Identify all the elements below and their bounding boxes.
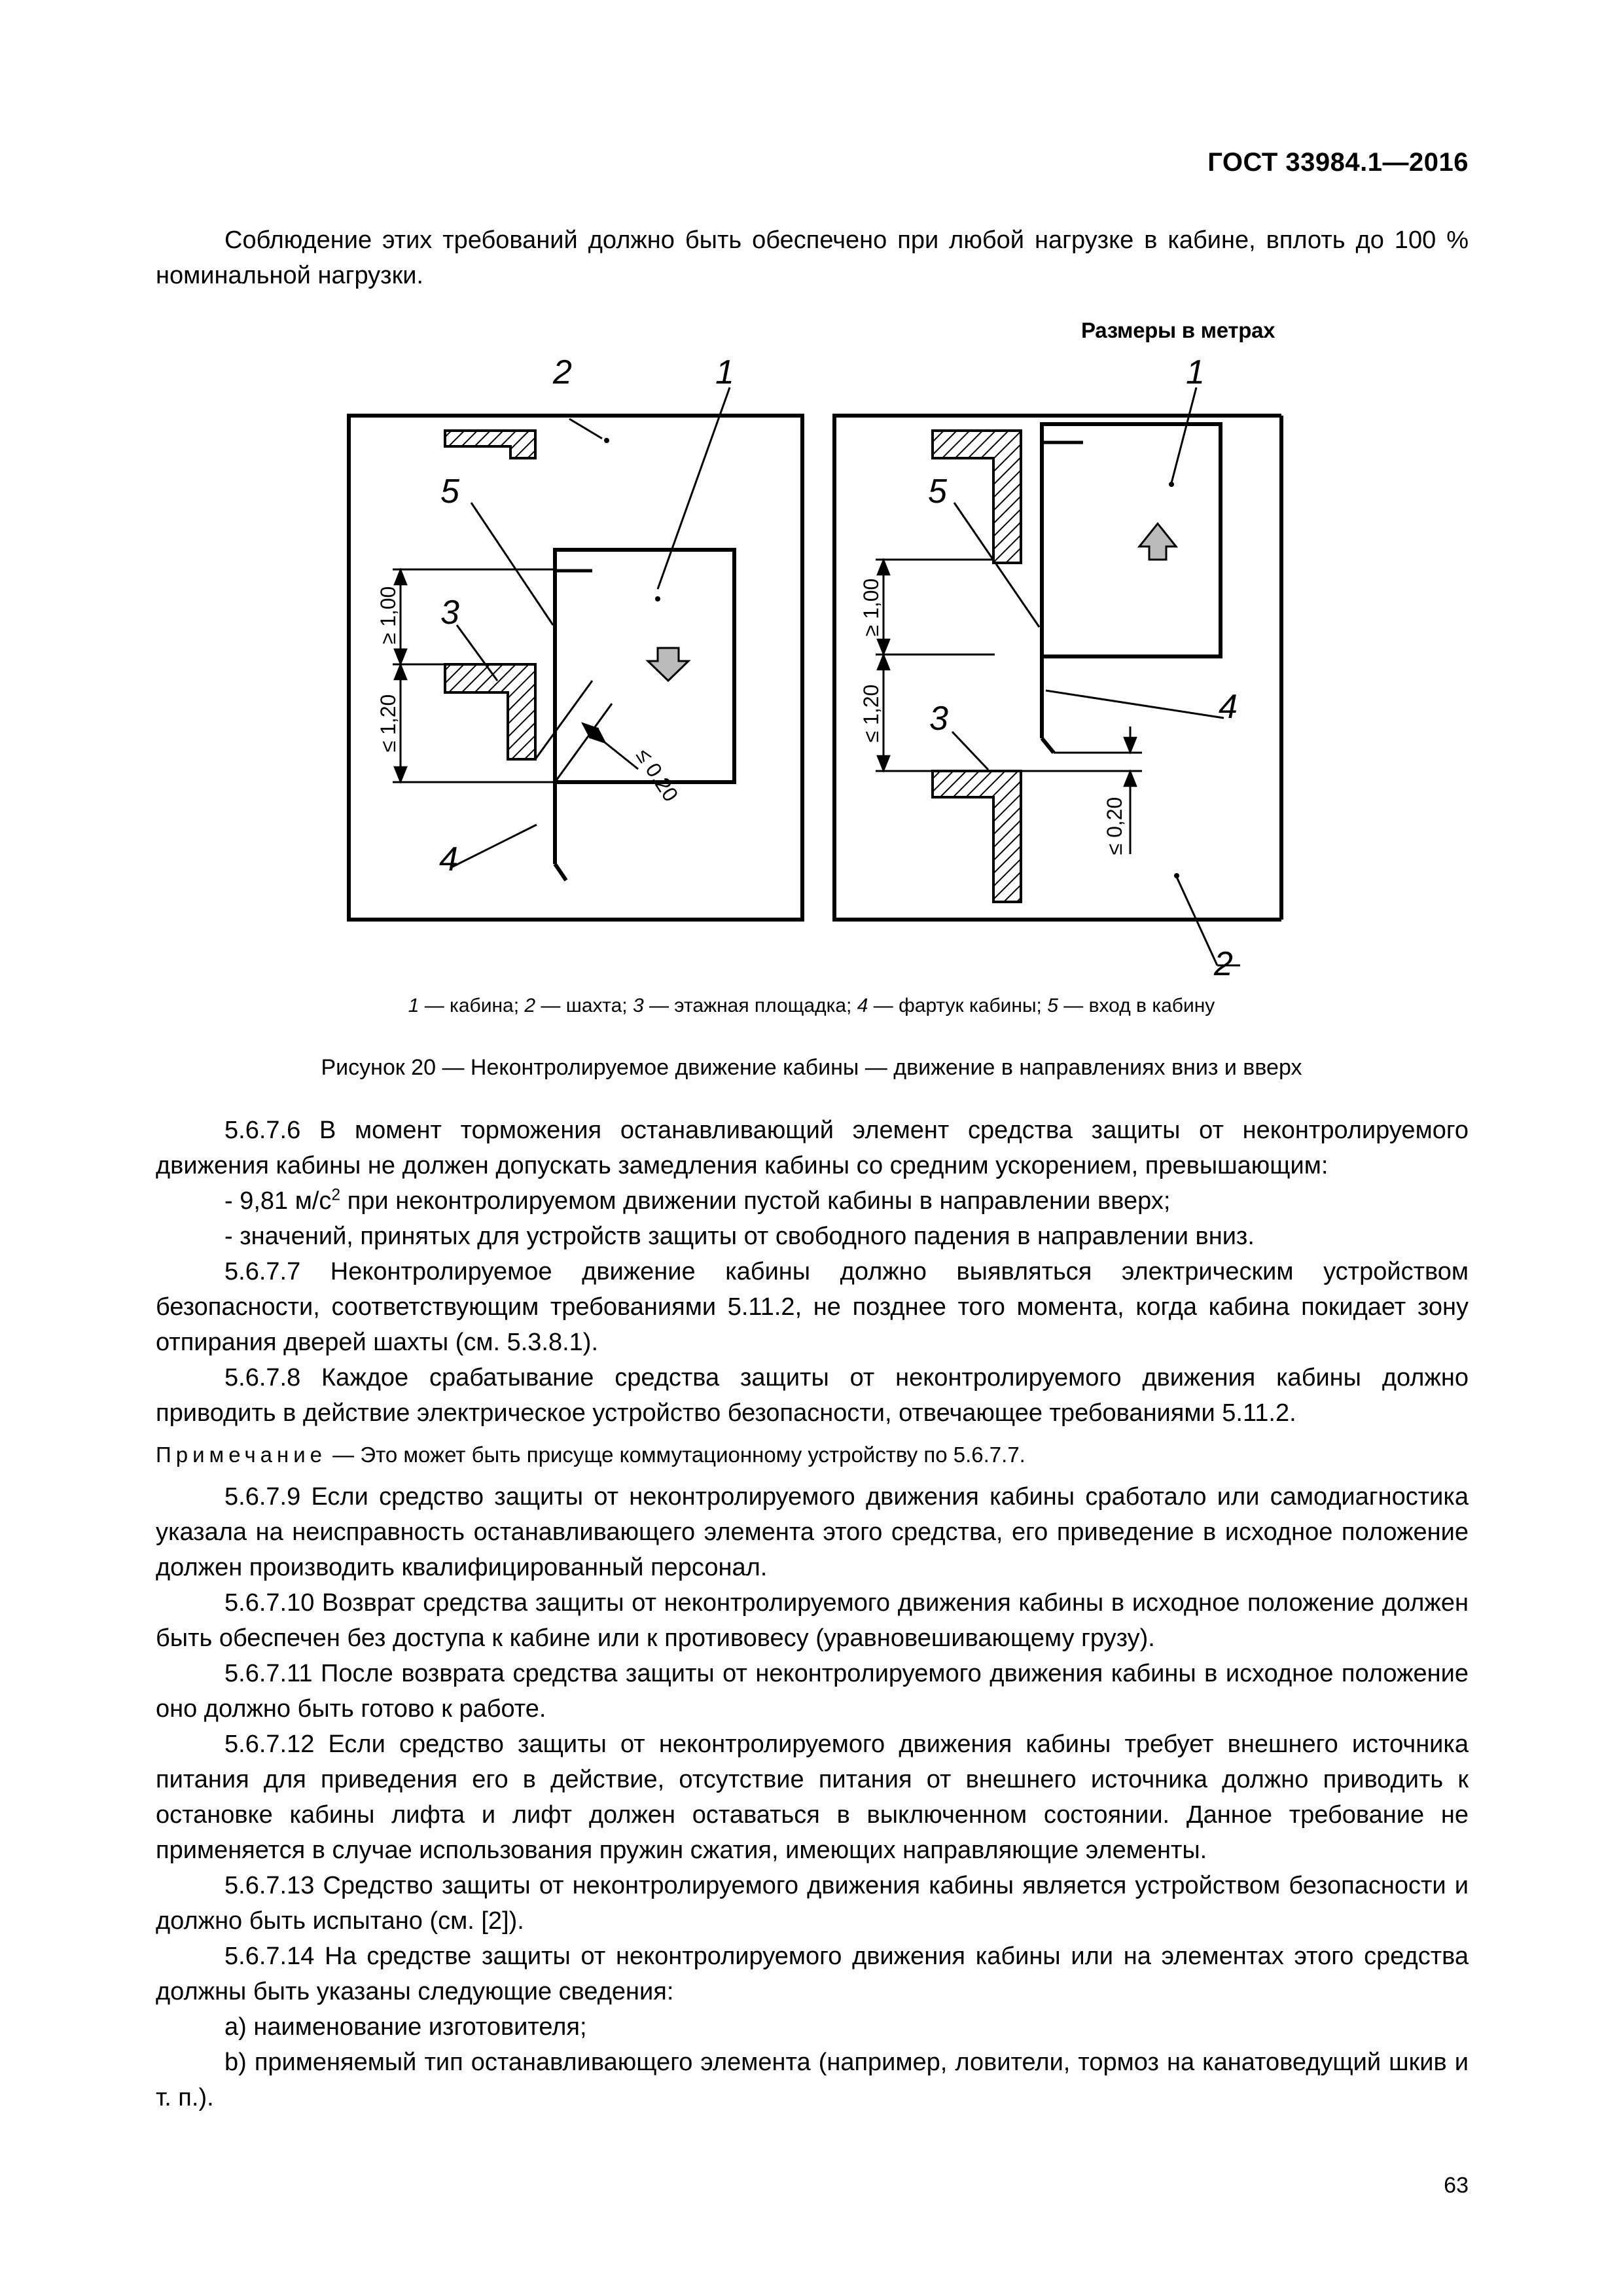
left-landing: [445, 664, 535, 759]
list-item-b: b) применяемый тип останавливающего элемента (например, ловители, тормоз на канатоведущий шкив и т. п.).: [156, 2049, 1469, 2111]
left-label-4: 4: [439, 840, 458, 878]
legend-text-1: — кабина;: [419, 995, 525, 1016]
para-5-6-7-9: 5.6.7.9 Если средство защиты от неконтролируемого движения кабины сработало или самодиагностика указала на неисправность останавливающего элемента этого средства, его приведение в исходное положение должен производить квалифицированный персонал.: [156, 1483, 1469, 1581]
left-cabin: [555, 550, 734, 782]
item1-pre: - 9,81 м/с: [224, 1187, 332, 1215]
right-dim-ge: ≥ 1,00: [859, 578, 883, 637]
left-label-3: 3: [440, 594, 459, 632]
body-text: [156, 1113, 1469, 2115]
right-dim-small: ≤ 0,20: [1103, 797, 1126, 855]
legend-text-3: — этажная площадка;: [643, 995, 857, 1016]
left-label-2: 2: [553, 353, 572, 391]
para-5-6-7-11: 5.6.7.11 После возврата средства защиты от неконтролируемого движения кабины в исходное положение оно должно быть готово к работе.: [156, 1660, 1469, 1723]
note-label: Примечание: [156, 1443, 327, 1467]
right-dim-le: ≤ 1,20: [859, 684, 883, 743]
list-item-a: a) наименование изготовителя;: [224, 2013, 587, 2041]
para-5-6-7-8: 5.6.7.8 Каждое срабатывание средства защиты от неконтролируемого движения кабины должно приводить в действие электрическое устройство безопасности, отвечающее требованиями 5.11.2.: [156, 1364, 1469, 1427]
right-landing-bottom: [933, 771, 1021, 902]
left-apron-tip: [555, 864, 566, 880]
right-label-4: 4: [1219, 688, 1238, 726]
item1-post: при неконтролируемом движении пустой кабины в направлении вверх;: [340, 1187, 1171, 1215]
up-arrow-icon: [1139, 524, 1176, 560]
legend-text-4: — фартук кабины;: [868, 995, 1048, 1016]
para-5-6-7-6: 5.6.7.6 В момент торможения останавливающий элемент средства защиты от неконтролируемого движения кабины не должен допускать замедления кабины со средним ускорением, превышающим:: [156, 1117, 1469, 1179]
left-label-1: 1: [715, 353, 734, 391]
right-cabin: [1042, 424, 1221, 656]
figure-caption: Рисунок 20 — Неконтролируемое движение кабины — движение в направлениях вниз и вверх: [321, 1055, 1302, 1080]
right-panel-upward: [834, 387, 1281, 965]
para-5-6-7-12: 5.6.7.12 Если средство защиты от неконтролируемого движения кабины требует внешнего источника питания для приведения его в действие, отсутствие питания от внешнего источника должно приводить к остановке кабины лифта и лифт должен оставаться в выключенном состоянии. Данное требование не применяется в случае использования пружин сжатия, имеющих направляющие элементы.: [156, 1731, 1469, 1864]
left-dim-le: ≤ 1,20: [376, 694, 400, 753]
right-shaft-frame: [834, 416, 1281, 920]
item1-sup: 2: [331, 1186, 341, 1204]
legend-num-1: 1: [408, 995, 419, 1016]
right-apron-tip: [1042, 738, 1054, 753]
right-label-2: 2: [1214, 945, 1233, 982]
down-arrow-icon: [648, 648, 688, 681]
para-5-6-7-13: 5.6.7.13 Средство защиты от неконтролируемого движения кабины является устройством безопасности и должно быть испытано (см. [2]).: [156, 1872, 1469, 1935]
left-dim-ge: ≥ 1,00: [376, 586, 400, 645]
legend-text-5: — вход в кабину: [1058, 995, 1215, 1016]
left-panel-downward: [349, 387, 802, 920]
right-label-5: 5: [928, 473, 947, 511]
page-number: 63: [1444, 2173, 1469, 2198]
dimensions-note: Размеры в метрах: [1081, 318, 1275, 342]
document-code: ГОСТ 33984.1—2016: [1207, 148, 1469, 177]
left-dim-diag: ≤ 0,20: [631, 744, 683, 806]
figure-legend: [0, 995, 1623, 1017]
note: [156, 1439, 1469, 1471]
legend-num-3: 3: [632, 995, 644, 1016]
legend-num-2: 2: [524, 995, 536, 1016]
legend-text-2: — шахта;: [535, 995, 633, 1016]
list-item-1: [156, 1183, 1469, 1219]
intro-text: Соблюдение этих требований должно быть обеспечено при любой нагрузке в кабине, вплоть до 100 % номинальной нагрузки.: [156, 226, 1469, 289]
right-label-3: 3: [929, 700, 948, 738]
right-label-1: 1: [1186, 353, 1205, 391]
para-5-6-7-14: 5.6.7.14 На средстве защиты от неконтролируемого движения кабины или на элементах этого средства должны быть указаны следующие сведения:: [156, 1943, 1469, 2005]
figure-20-diagram: [330, 353, 1312, 982]
para-5-6-7-7: 5.6.7.7 Неконтролируемое движение кабины должно выявляться электрическим устройством безопасности, соответствующим требованиями 5.11.2, не позднее того момента, когда кабина покидает зону отпирания дверей шахты (см. 5.3.8.1).: [156, 1258, 1469, 1356]
left-label-5: 5: [440, 473, 459, 511]
intro-paragraph: [156, 223, 1469, 293]
legend-num-5: 5: [1047, 995, 1058, 1016]
legend-num-4: 4: [857, 995, 868, 1016]
list-item-2: - значений, принятых для устройств защиты от свободного падения в направлении вниз.: [224, 1223, 1255, 1250]
note-text: — Это может быть присуще коммутационному устройству по 5.6.7.7.: [327, 1443, 1026, 1467]
para-5-6-7-10: 5.6.7.10 Возврат средства защиты от неконтролируемого движения кабины в исходное положение должен быть обеспечен без доступа к кабине или к противовесу (уравновешивающему грузу).: [156, 1589, 1469, 1652]
left-landing-small: [445, 431, 535, 458]
